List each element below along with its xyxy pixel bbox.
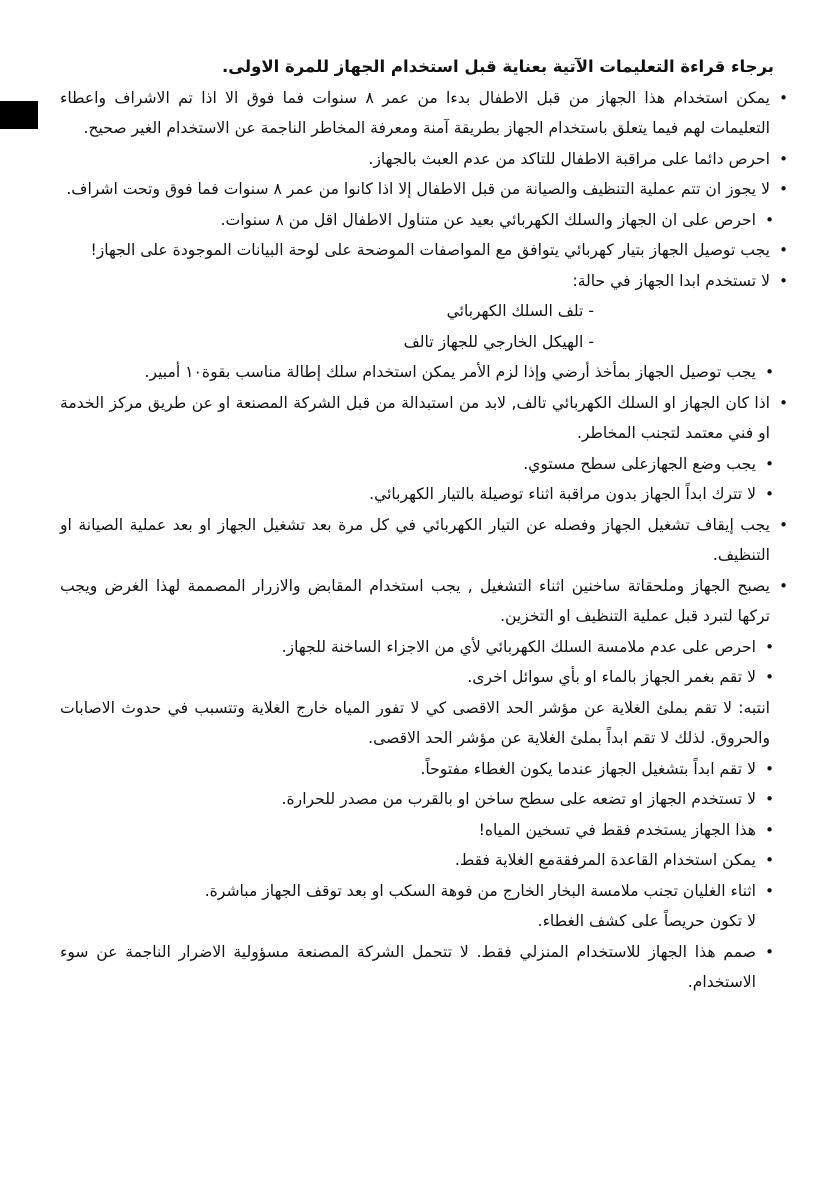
list-item: • يصبح الجهاز وملحقاتة ساخنين اثناء التشغيل , يجب استخدام المقابض والازرار المصممة لهذا الغرض ويجب تركها لتبرد قبل عملية التنظيف او التخزين. [60,571,790,632]
list-item: • هذا الجهاز يستخدم فقط في تسخين المياه! [60,815,790,846]
list-item: • لا تستخدم ابدا الجهاز في حالة: [60,266,790,297]
list-item: • صمم هذا الجهاز للاستخدام المنزلي فقط. لا تتحمل الشركة المصنعة مسؤولية الاضرار الناجمة عن سوء الاستخدام. [60,937,790,998]
list-item: • احرص على عدم ملامسة السلك الكهربائي لأي من الاجزاء الساخنة للجهاز. [60,632,790,663]
list-item: • لا تقم بغمر الجهاز بالماء او بأي سوائل اخرى. [60,662,790,693]
sub-item: - الهيكل الخارجي للجهاز تالف [60,327,790,358]
list-item: • احرص على ان الجهاز والسلك الكهربائي بعيد عن متناول الاطفال اقل من ٨ سنوات. [60,205,790,236]
list-item: • يجب إيقاف تشغيل الجهاز وفصله عن التيار الكهربائي في كل مرة بعد تشغيل الجهاز او بعد عملية الصيانة او التنظيف. [60,510,790,571]
damage-conditions-list [60,296,790,357]
instructions-list-4 [60,937,790,998]
instructions-list [60,83,790,297]
warning-note: انتبه: لا تقم بملئ الغلاية عن مؤشر الحد الاقصى كي لا تفور المياه خارج الغلاية وتتسبب في حدوث الاصابات والحروق. لذلك لا تقم ابداً بملئ الغلاية عن مؤشر الحد الاقصى. [60,698,770,747]
list-item: • اذا كان الجهاز او السلك الكهربائي تالف, لابد من استبدالة من قبل الشركة المصنعة او عن طريق مركز الخدمة او فني معتمد لتجنب المخاطر. [60,388,790,449]
list-item: • لا تقم ابداً بتشغيل الجهاز عندما يكون الغطاء مفتوحاً. [60,754,790,785]
safety-instructions [60,52,790,998]
list-item: • يمكن استخدام القاعدة المرفقةمع الغلاية فقط. [60,845,790,876]
list-item: • اثناء الغليان تجنب ملامسة البخار الخارج من فوهة السكب او بعد توقف الجهاز مباشرة. [60,876,790,907]
list-item: • يجب توصيل الجهاز بمأخذ أرضي وإذا لزم الأمر يمكن استخدام سلك إطالة مناسب بقوة١٠ أمبير. [60,357,790,388]
list-item: • يجب وضع الجهازعلى سطح مستوي. [60,449,790,480]
lid-caution: لا تكون حريصاً على كشف الغطاء. [537,912,756,930]
sub-item: - تلف السلك الكهربائي [60,296,790,327]
instructions-list-2 [60,357,790,693]
list-item: • يجب توصيل الجهاز بتيار كهربائي يتوافق مع المواصفات الموضحة على لوحة البيانات الموجودة على الجهاز! [60,235,790,266]
instructions-list-3 [60,754,790,907]
list-item: • احرص دائما على مراقبة الاطفال للتاكد من عدم العبث بالجهاز. [60,144,790,175]
page-side-tab [0,101,38,129]
list-item: • يمكن استخدام هذا الجهاز من قبل الاطفال بدءا من عمر ٨ سنوات فما فوق الا اذا تم الاشراف واعطاء التعليمات لهم فيما يتعلق باستخدام الجهاز بطريقة آمنة ومعرفة المخاطر الناجمة عن الاستخدام الغير صحيح. [60,83,790,144]
list-item: • لا تستخدم الجهاز او تضعه على سطح ساخن او بالقرب من مصدر للحرارة. [60,784,790,815]
list-item: • لا تترك ابداً الجهاز بدون مراقبة اثناء توصيلة بالتيار الكهربائي. [60,479,790,510]
list-item: • لا يجوز ان تتم عملية التنظيف والصيانة من قبل الاطفال إلا اذا كانوا من عمر ٨ سنوات فما فوق وتحت اشراف. [60,174,790,205]
page-heading: برجاء قراءة التعليمات الآتية بعناية قبل استخدام الجهاز للمرة الاولى. [221,57,774,76]
